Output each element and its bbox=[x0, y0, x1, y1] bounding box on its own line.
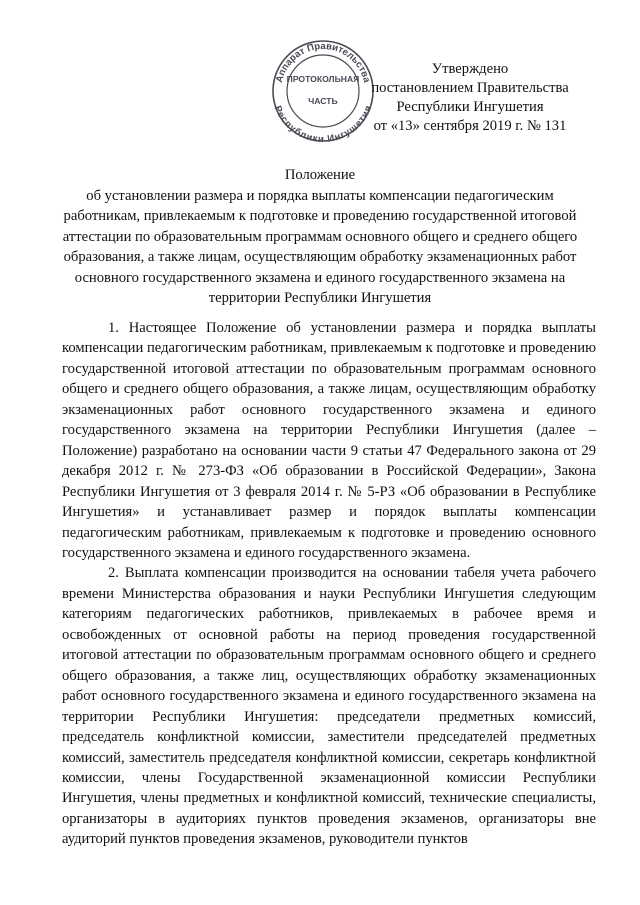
title-line: территории Республики Ингушетия bbox=[208, 290, 432, 306]
document-title bbox=[60, 165, 580, 309]
stamp-band-text: ПРОТОКОЛЬНАЯ bbox=[286, 74, 360, 84]
document-body bbox=[62, 318, 596, 850]
approval-line-4: от «13» сентября 2019 г. № 131 bbox=[373, 118, 567, 134]
title-line: работникам, привлекаемым к подготовке и проведению государственной итоговой bbox=[63, 208, 577, 224]
title-line: аттестации по образовательным программам основного общего и среднего общего bbox=[62, 228, 578, 245]
approval-line-3: Республики Ингушетия bbox=[396, 99, 544, 115]
stamp-outer-text-bottom: Республики Ингушетия bbox=[271, 104, 375, 144]
approval-line-1: Утверждено bbox=[431, 61, 509, 77]
paragraph-1: 1. Настоящее Положение об установлении размера и порядка выплаты компенсации педагогическим работникам, привлекаемым к подготовке и проведению государственной итоговой аттестации по образовательным программам основного общего и среднего общего образования, а также лицам, осуществляющим обработку экзаменационных работ основного государственного экзамена и единого государственного экзамена на территории Республики Ингушетия (далее – Положение) разработано на основании части 9 статьи 47 Федерального закона от 29 декабря 2012 г. № 273-ФЗ «Об образовании в Российской Федерации», Закона Республики Ингушетия от 3 февраля 2014 г. № 5-РЗ «Об образовании в Республике Ингушетия» и устанавливает размер и порядок выплаты компенсации педагогическим работникам, привлекаемым к подготовке и проведению основного государственного экзамена и единого государственного экзамена. bbox=[62, 320, 596, 561]
title-line: образования, а также лицам, осуществляющим обработку экзаменационных работ bbox=[63, 249, 577, 265]
title-heading: Положение bbox=[284, 167, 356, 183]
approval-block bbox=[350, 60, 590, 136]
title-line: об установлении размера и порядка выплаты компенсации педагогическим bbox=[86, 187, 554, 204]
title-line: основного государственного экзамена и единого государственного экзамена на bbox=[74, 269, 566, 286]
stamp-outer-text-top: Аппарат Правительства bbox=[273, 40, 373, 84]
stamp-center-text: ЧАСТЬ bbox=[308, 96, 338, 106]
paragraph-2: 2. Выплата компенсации производится на основании табеля учета рабочего времени Министерства образования и науки Республики Ингушетия следующим категориям педагогических работников, привлекаемых в рабочее время и освобожденных от основной работы на период проведения государственной итоговой аттестации по образовательным программам основного общего и среднего общего образования, а также лиц, осуществляющих обработку экзаменационных работ основного государственного экзамена и единого государственного экзамена на территории Республики Ингушетия: председатели предметных комиссий, председатель конфликтной комиссии, заместители председателей предметных комиссий, заместитель председателя конфликтной комиссии, секретарь конфликтной комиссии, члены Государственной экзаменационной комиссии Республики Ингушетия, члены предметных и конфликтной комиссий, технические специалисты, организаторы в аудиториях пунктов проведения экзаменов, организаторы вне аудиторий пунктов проведения экзаменов, руководители пунктов bbox=[62, 565, 596, 848]
approval-line-2: постановлением Правительства bbox=[371, 80, 569, 96]
